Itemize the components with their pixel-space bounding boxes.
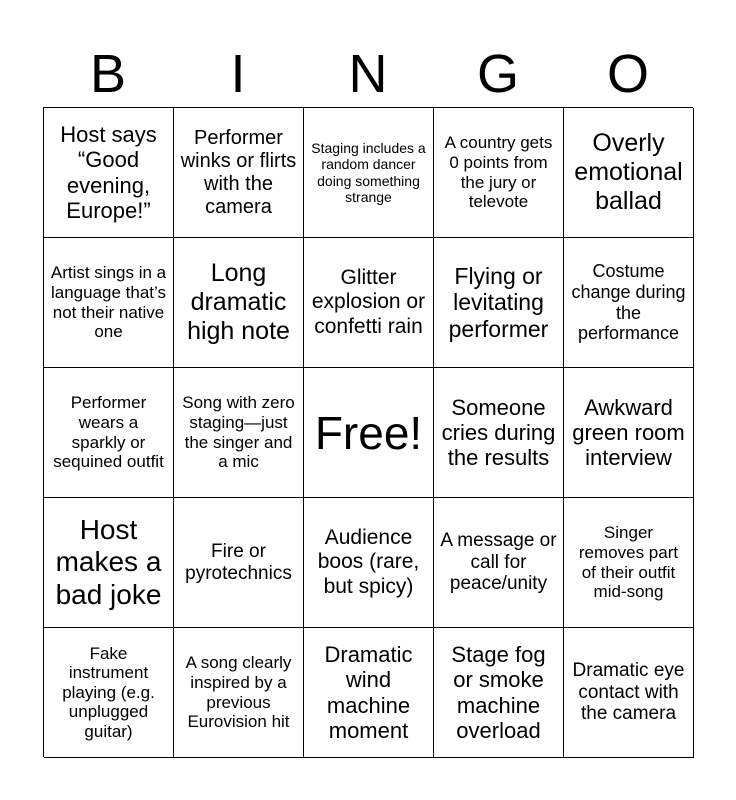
bingo-cell[interactable]: Audience boos (rare, but spicy): [304, 498, 434, 628]
bingo-cell[interactable]: A song clearly inspired by a previous Eurovision hit: [174, 628, 304, 758]
bingo-cell[interactable]: A country gets 0 points from the jury or televote: [434, 108, 564, 238]
bingo-header: [43, 40, 693, 108]
bingo-cell[interactable]: Fire or pyrotechnics: [174, 498, 304, 628]
bingo-cell[interactable]: A message or call for peace/unity: [434, 498, 564, 628]
bingo-cell[interactable]: Performer wears a sparkly or sequined outfit: [44, 368, 174, 498]
bingo-cell[interactable]: Staging includes a random dancer doing something strange: [304, 108, 434, 238]
bingo-cell[interactable]: Glitter explosion or confetti rain: [304, 238, 434, 368]
bingo-cell[interactable]: Song with zero staging—just the singer and a mic: [174, 368, 304, 498]
bingo-cell[interactable]: Overly emotional ballad: [564, 108, 694, 238]
bingo-cell[interactable]: Performer winks or flirts with the camera: [174, 108, 304, 238]
bingo-grid: [43, 107, 693, 757]
header-letter-g: G: [476, 44, 519, 104]
header-letter-o: O: [606, 44, 649, 104]
free-space-cell[interactable]: Free!: [304, 368, 434, 498]
bingo-cell[interactable]: Host says “Good evening, Europe!”: [44, 108, 174, 238]
bingo-cell[interactable]: Dramatic eye contact with the camera: [564, 628, 694, 758]
bingo-cell[interactable]: Flying or levitating performer: [434, 238, 564, 368]
header-letter-n: N: [348, 44, 388, 104]
bingo-cell[interactable]: Stage fog or smoke machine overload: [434, 628, 564, 758]
bingo-cell[interactable]: Artist sings in a language that’s not their native one: [44, 238, 174, 368]
header-letter-i: I: [230, 44, 246, 104]
bingo-cell[interactable]: Dramatic wind machine moment: [304, 628, 434, 758]
bingo-cell[interactable]: Singer removes part of their outfit mid-song: [564, 498, 694, 628]
bingo-cell[interactable]: Host makes a bad joke: [44, 498, 174, 628]
bingo-cell[interactable]: Someone cries during the results: [434, 368, 564, 498]
bingo-cell[interactable]: Fake instrument playing (e.g. unplugged guitar): [44, 628, 174, 758]
bingo-cell[interactable]: Costume change during the performance: [564, 238, 694, 368]
header-letter-b: B: [89, 44, 127, 104]
bingo-cell[interactable]: Awkward green room interview: [564, 368, 694, 498]
bingo-cell[interactable]: Long dramatic high note: [174, 238, 304, 368]
